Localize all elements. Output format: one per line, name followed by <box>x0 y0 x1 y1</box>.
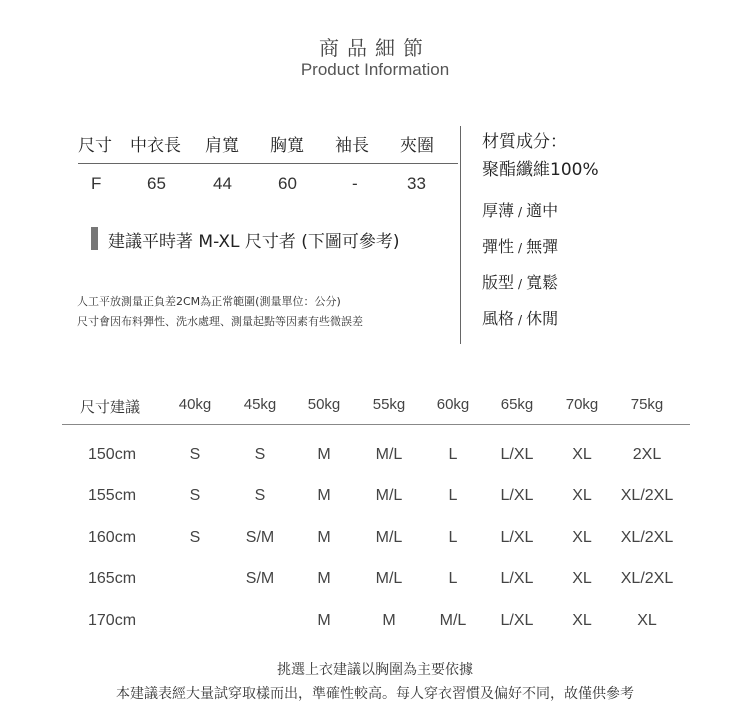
page-subtitle: Product Information <box>300 60 450 79</box>
property-value: 適中 <box>526 201 559 220</box>
size-row-height: 150cm <box>88 446 137 463</box>
material-label: 材質成分： <box>482 132 567 152</box>
size-table-divider <box>62 424 690 425</box>
property-separator: / <box>518 205 523 219</box>
size-cell: XL <box>572 487 592 504</box>
size-cell: S <box>189 487 201 504</box>
property-fit <box>482 270 558 293</box>
size-cell: M <box>317 570 331 587</box>
spec-value-shoulder: 44 <box>213 174 232 193</box>
size-cell: XL/2XL <box>620 529 674 546</box>
vertical-divider <box>460 126 461 344</box>
weight-header: 55kg <box>372 396 406 413</box>
spec-header-shoulder: 肩寬 <box>205 136 239 156</box>
size-cell: L/XL <box>500 446 534 463</box>
size-cell: M/L <box>375 570 403 587</box>
spec-value-chest: 60 <box>278 174 297 193</box>
size-cell: L <box>448 570 458 587</box>
size-cell: S <box>189 529 201 546</box>
footer-note-2: 本建議表經大量試穿取樣而出，準確性較高。每人穿衣習慣及偏好不同，故僅供參考 <box>116 686 634 702</box>
size-cell: M/L <box>375 529 403 546</box>
property-name: 彈性 <box>482 237 515 256</box>
size-cell: XL <box>637 612 657 629</box>
property-value: 無彈 <box>526 237 559 256</box>
size-cell: M/L <box>439 612 467 629</box>
property-separator: / <box>518 313 523 327</box>
spec-header-sleeve: 袖長 <box>335 136 369 156</box>
size-row-height: 160cm <box>88 529 137 546</box>
property-value: 休閒 <box>526 309 559 328</box>
property-value: 寬鬆 <box>526 273 559 292</box>
spec-divider <box>78 163 458 164</box>
weight-header: 65kg <box>500 396 534 413</box>
size-cell: M/L <box>375 446 403 463</box>
size-cell: XL <box>572 446 592 463</box>
spec-header-length: 中衣長 <box>130 136 181 156</box>
size-row-height: 165cm <box>88 570 137 587</box>
weight-header: 50kg <box>307 396 341 413</box>
spec-value-size: F <box>91 174 102 193</box>
size-cell: S <box>254 446 266 463</box>
size-cell: XL/2XL <box>620 570 674 587</box>
suggestion-bar <box>91 227 98 250</box>
size-cell: S/M <box>245 529 275 546</box>
spec-value-length: 65 <box>147 174 166 193</box>
spec-header-size: 尺寸 <box>78 136 112 156</box>
property-name: 厚薄 <box>482 201 515 220</box>
size-cell: L <box>448 446 458 463</box>
size-cell: L <box>448 529 458 546</box>
size-cell: M <box>317 529 331 546</box>
size-cell: XL/2XL <box>620 487 674 504</box>
property-thickness <box>482 198 558 221</box>
size-cell: XL <box>572 529 592 546</box>
property-name: 風格 <box>482 309 515 328</box>
size-cell: L/XL <box>500 612 534 629</box>
property-elasticity <box>482 234 558 257</box>
property-name: 版型 <box>482 273 515 292</box>
size-table-header: 尺寸建議 <box>80 398 141 416</box>
measure-note-1: 人工平放測量正負差2CM為正常範圍(測量單位：公分) <box>77 295 341 308</box>
size-cell: S <box>254 487 266 504</box>
footer-note-1: 挑選上衣建議以胸圍為主要依據 <box>277 662 473 678</box>
material-value: 聚酯纖維100% <box>482 160 599 180</box>
size-cell: L <box>448 487 458 504</box>
weight-header: 40kg <box>178 396 212 413</box>
spec-header-chest: 胸寬 <box>270 136 304 156</box>
size-suggestion: 建議平時著 M-XL 尺寸者 (下圖可參考) <box>108 232 400 252</box>
measure-note-2: 尺寸會因布料彈性、洗水處理、測量起點等因素有些微誤差 <box>77 315 363 328</box>
size-cell: M <box>382 612 396 629</box>
spec-value-armhole: 33 <box>407 174 426 193</box>
size-cell: L/XL <box>500 570 534 587</box>
size-row-height: 170cm <box>88 612 137 629</box>
size-cell: M <box>317 612 331 629</box>
size-cell: S <box>189 446 201 463</box>
size-cell: 2XL <box>632 446 662 463</box>
spec-header-armhole: 夾圈 <box>400 136 434 156</box>
weight-header: 75kg <box>630 396 664 413</box>
size-cell: M <box>317 446 331 463</box>
property-separator: / <box>518 241 523 255</box>
size-cell: XL <box>572 612 592 629</box>
size-cell: XL <box>572 570 592 587</box>
weight-header: 45kg <box>243 396 277 413</box>
size-cell: L/XL <box>500 487 534 504</box>
spec-value-sleeve: - <box>352 174 358 193</box>
weight-header: 70kg <box>565 396 599 413</box>
property-separator: / <box>518 277 523 291</box>
weight-header: 60kg <box>436 396 470 413</box>
size-cell: L/XL <box>500 529 534 546</box>
size-row-height: 155cm <box>88 487 137 504</box>
size-cell: M/L <box>375 487 403 504</box>
size-cell: S/M <box>245 570 275 587</box>
page-title: 商品細節 <box>319 36 431 60</box>
size-cell: M <box>317 487 331 504</box>
property-style <box>482 306 558 329</box>
